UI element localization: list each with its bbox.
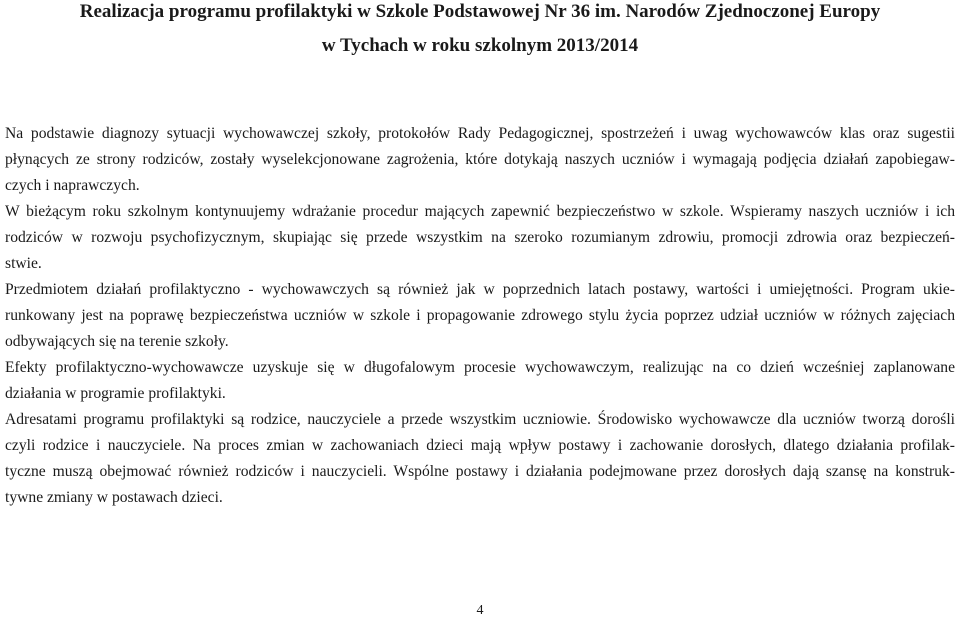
- paragraph-line: czych i naprawczych.: [5, 177, 140, 194]
- paragraph-line: tyczne muszą obejmować również rodziców i nauczycieli. Wspólne postawy i działania podejmowane przez dorosłych dają szansę na konstruk-: [5, 463, 955, 480]
- document-body: [5, 121, 955, 511]
- document-title-line-1: Realizacja programu profilaktyki w Szkole Podstawowej Nr 36 im. Narodów Zjednoczonej Europy: [79, 1, 881, 22]
- paragraph-4: [5, 355, 955, 407]
- paragraph-line: Efekty profilaktyczno-wychowawcze uzyskuje się w długofalowym procesie wychowawczym, realizując na co dzień wcześniej zaplanowane: [5, 359, 955, 376]
- paragraph-line: czyli rodzice i nauczyciele. Na proces zmian w zachowaniach dzieci mają wpływ postawy i zachowanie dorosłych, dlatego działania profilak-: [5, 437, 955, 454]
- paragraph-2: [5, 199, 955, 277]
- paragraph-line: Przedmiotem działań profilaktyczno - wychowawczych są również jak w poprzednich latach postawy, wartości i umiejętności. Program ukie-: [5, 281, 955, 298]
- document-title-line-2: w Tychach w roku szkolnym 2013/2014: [321, 35, 639, 56]
- page-number: 4: [476, 603, 484, 618]
- paragraph-line: stwie.: [5, 255, 42, 272]
- paragraph-line: odbywających się na terenie szkoły.: [5, 333, 229, 350]
- paragraph-line: runkowany jest na poprawę bezpieczeństwa uczniów w szkole i propagowanie zdrowego stylu życia poprzez udział uczniów w różnych zajęciach: [5, 307, 955, 324]
- paragraph-5: [5, 407, 955, 511]
- paragraph-line: tywne zmiany w postawach dzieci.: [5, 489, 223, 506]
- paragraph-line: Na podstawie diagnozy sytuacji wychowawczej szkoły, protokołów Rady Pedagogicznej, spostrzeżeń i uwag wychowawców klas oraz sugestii: [5, 125, 955, 142]
- paragraph-line: rodziców w rozwoju psychofizycznym, skupiając się przede wszystkim na szeroko rozumianym zdrowiu, promocji zdrowia oraz bezpieczeń-: [5, 229, 955, 246]
- paragraph-3: [5, 277, 955, 355]
- paragraph-line: Adresatami programu profilaktyki są rodzice, nauczyciele a przede wszystkim uczniowie. Środowisko wychowawcze dla uczniów tworzą dorośli: [5, 411, 955, 428]
- paragraph-line: płynących ze strony rodziców, zostały wyselekcjonowane zagrożenia, które dotykają naszych uczniów i wymagają podjęcia działań zapobiegaw-: [5, 151, 955, 168]
- paragraph-1: [5, 121, 955, 199]
- paragraph-line: działania w programie profilaktyki.: [5, 385, 226, 402]
- paragraph-line: W bieżącym roku szkolnym kontynuujemy wdrażanie procedur mających zapewnić bezpieczeństwo w szkole. Wspieramy naszych uczniów i ich: [5, 203, 955, 220]
